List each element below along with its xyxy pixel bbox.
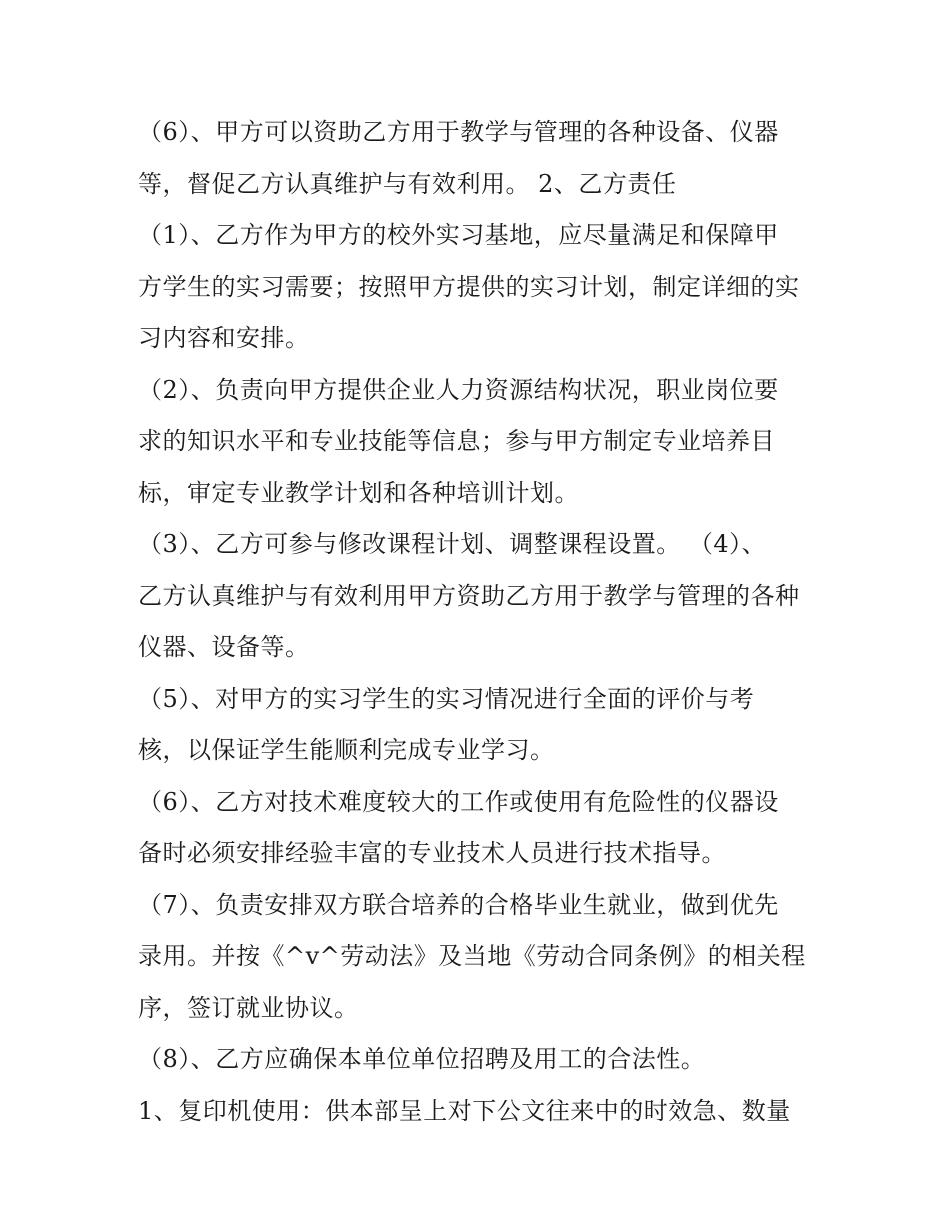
text-line: 习内容和安排。 (138, 324, 310, 352)
text-line: 求的知识水平和专业技能等信息；参与甲方制定专业培养目 (138, 427, 775, 455)
document-body (138, 107, 828, 1137)
text-line: 等，督促乙方认真维护与有效利用。 2、乙方责任 (138, 169, 677, 198)
text-line: （1）、乙方作为甲方的校外实习基地，应尽量满足和保障甲 (138, 221, 779, 249)
text-line: （8）、乙方应确保本单位单位招聘及用工的合法性。 (138, 1045, 706, 1073)
text-line: 序，签订就业协议。 (138, 993, 359, 1022)
text-line: 核，以保证学生能顺利完成专业学习。 (138, 736, 555, 764)
text-line: （2）、负责向甲方提供企业人力资源结构状况，职业岗位要 (138, 375, 779, 404)
text-line: 仪器、设备等。 (138, 633, 310, 661)
text-line: （5）、对甲方的实习学生的实习情况进行全面的评价与考 (138, 684, 755, 713)
text-line: 方学生的实习需要；按照甲方提供的实习计划，制定详细的实 (138, 272, 800, 301)
text-line: 备时必须安排经验丰富的专业技术人员进行技术指导。 (138, 839, 726, 867)
text-line: 录用。并按《^v^劳动法》及当地《劳动合同条例》的相关程 (138, 942, 806, 970)
text-line: （3）、乙方可参与修改课程计划、调整课程设置。 （4）、 (138, 530, 767, 558)
text-line: （6）、乙方对技术难度较大的工作或使用有危险性的仪器设 (138, 787, 779, 816)
text-line: 乙方认真维护与有效利用甲方资助乙方用于教学与管理的各种 (138, 581, 800, 610)
text-line: 标，审定专业教学计划和各种培训计划。 (138, 478, 579, 507)
text-line: （7）、负责安排双方联合培养的合格毕业生就业，做到优先 (138, 890, 779, 919)
text-line: 1、复印机使用：供本部呈上对下公文往来中的时效急、数量 (138, 1096, 791, 1125)
text-line: （6）、甲方可以资助乙方用于教学与管理的各种设备、仪器 (138, 118, 779, 146)
